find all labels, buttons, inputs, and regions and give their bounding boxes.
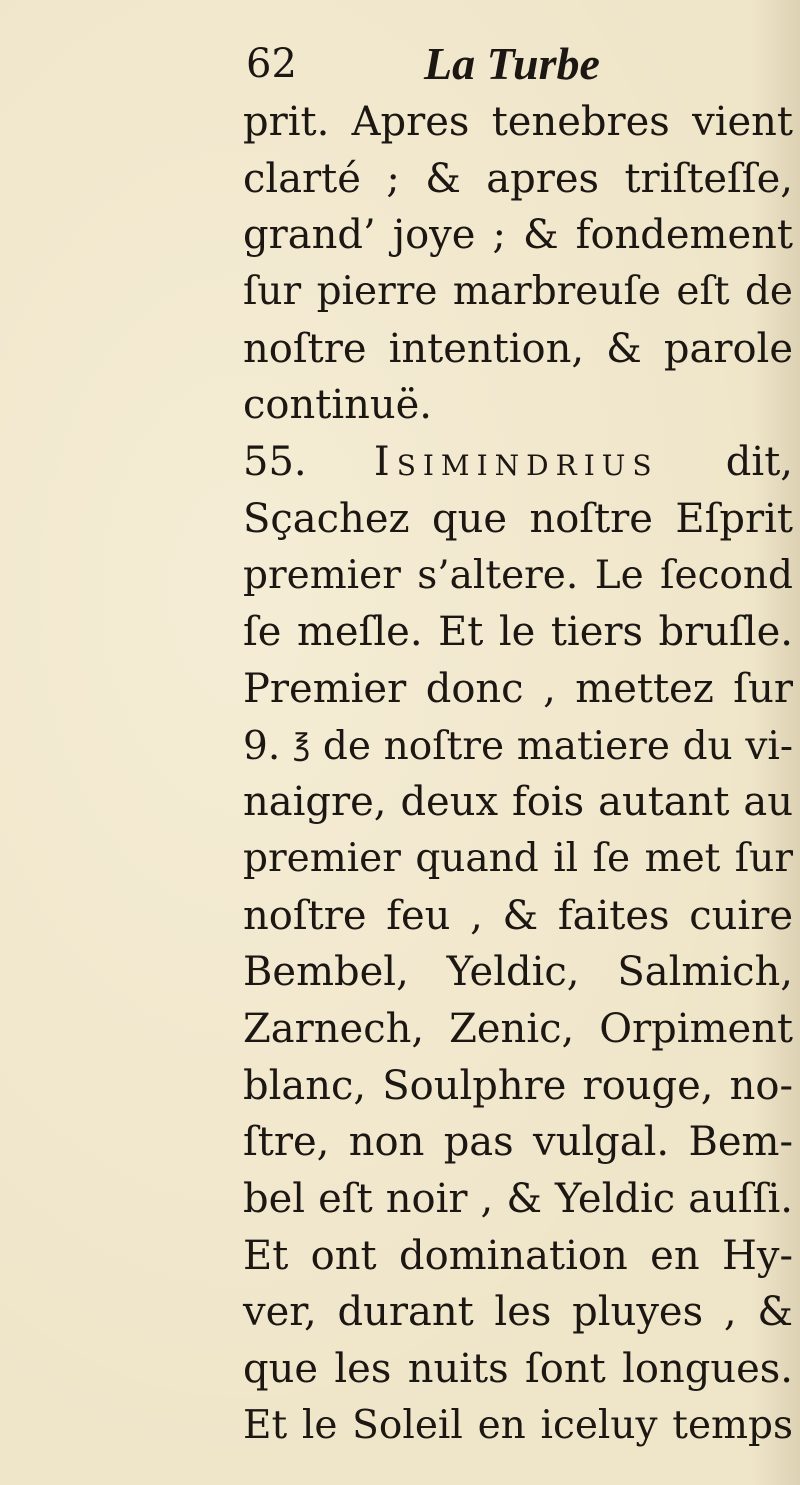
page-header <box>246 34 766 94</box>
text-line: continuë. <box>243 382 433 429</box>
body-text <box>243 94 793 1455</box>
text-line: Premier donc , mettez ſur <box>243 665 793 712</box>
text-line: Bembel, Yeldic, Salmich, <box>243 949 793 996</box>
text-line: ſe meſle. Et le tiers bruſle. <box>243 609 793 656</box>
text-line: noſtre feu , & faites cuire <box>243 892 793 939</box>
ounce-symbol-icon: ℥ <box>292 727 311 763</box>
line-rest: de noſtre matiere du vi- <box>310 723 794 769</box>
text-line: Sçachez que noſtre Eſprit <box>243 495 793 542</box>
text-line: ſur pierre marbreuſe eſt de <box>243 269 793 315</box>
section-number: 55. <box>243 439 307 486</box>
text-line: blanc, Soulphre rouge, no- <box>243 1062 793 1109</box>
text-line: grand’ joye ; & fondement <box>243 212 793 259</box>
text-line: clarté ; & apres triſteſſe, <box>243 155 793 202</box>
text-line: Et ont domination en Hy- <box>243 1232 793 1279</box>
text-line: bel eſt noir , & Yeldic auſſi. <box>243 1176 793 1223</box>
section-heading-line <box>243 434 793 491</box>
text-line: Zarnech, Zenic, Orpiment <box>243 1006 793 1052</box>
text-line: premier s’altere. Le ſecond <box>243 552 793 598</box>
text-line: que les nuits ſont longues. <box>243 1346 793 1393</box>
text-line: ſtre, non pas vulgal. Bem- <box>243 1119 793 1166</box>
speaker-name: Isimindrius <box>373 439 659 486</box>
text-line: premier quand il ſe met ſur <box>243 835 793 881</box>
section-rest: dit, <box>658 439 793 486</box>
text-line: prit. Apres tenebres vient <box>243 99 793 145</box>
text-line: naigre, deux fois autant au <box>243 779 793 826</box>
running-title: La Turbe <box>424 38 600 89</box>
text-line-with-symbol <box>243 718 793 775</box>
text-line: noſtre intention, & parole <box>243 325 793 372</box>
text-line: Et le Soleil en iceluy temps <box>243 1402 793 1448</box>
quantity-number: 9. <box>243 723 293 769</box>
text-line: ver, durant les pluyes , & <box>243 1289 793 1336</box>
page-number: 62 <box>246 41 297 87</box>
